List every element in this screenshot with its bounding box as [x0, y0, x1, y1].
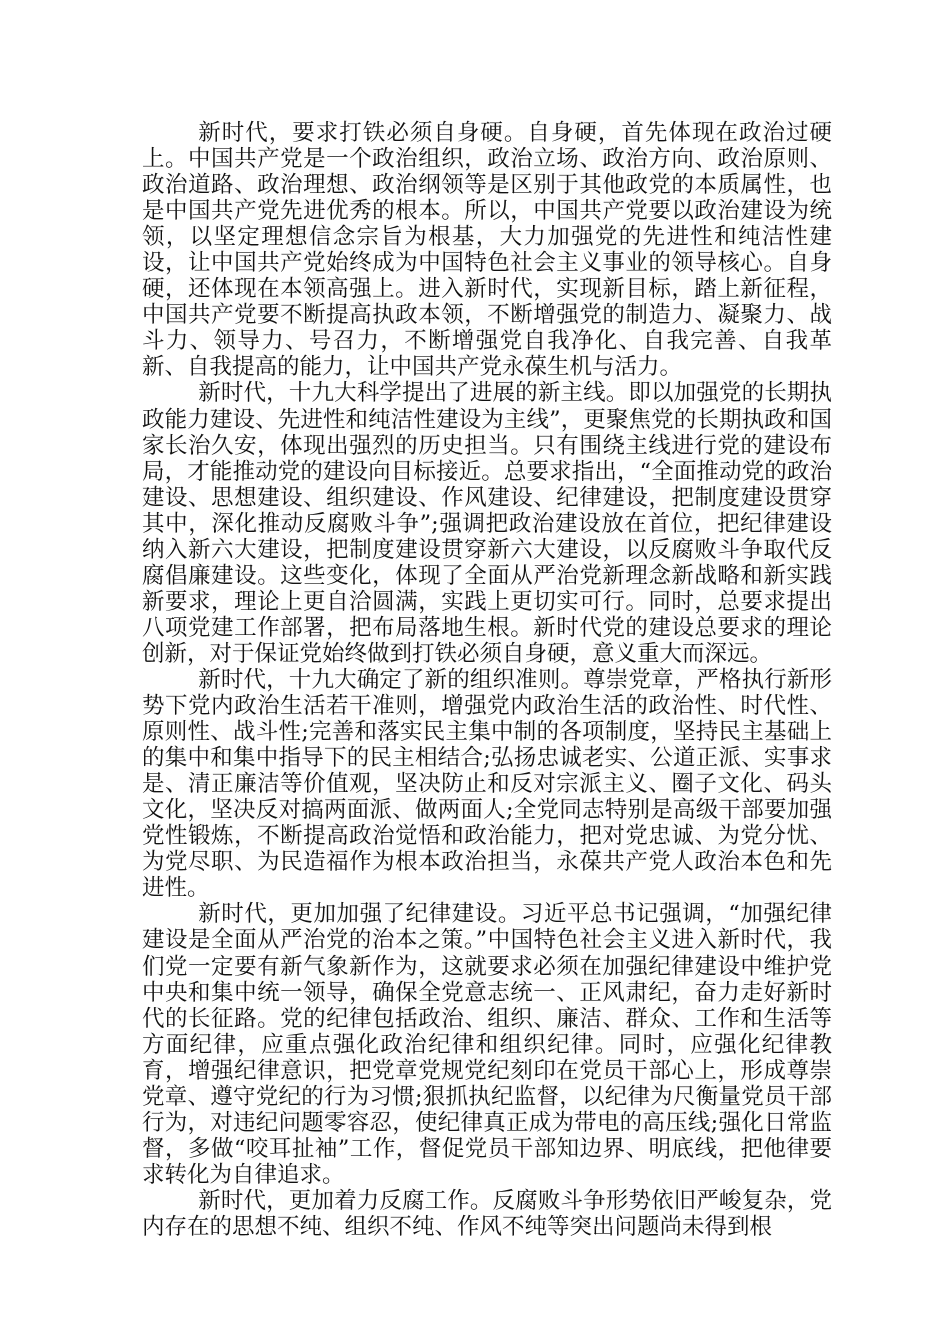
paragraph-1: 新时代，要求打铁必须自身硬。自身硬，首先体现在政治过硬上。中国共产党是一个政治组织，政治立场、政治方向、政治原则、政治道路、政治理想、政治纲领等是区别于其他政党的本质属性，也是中国共产党先进优秀的根本。所以，中国共产党要以政治建设为统领，以坚定理想信念宗旨为根基，大力加强党的先进性和纯洁性建设，让中国共产党始终成为中国特色社会主义事业的领导核心。自身硬，还体现在本领高强上。进入新时代，实现新目标，踏上新征程，中国共产党要不断提高执政本领，不断增强党的制造力、凝聚力、战斗力、领导力、号召力，不断增强党自我净化、自我完善、自我革新、自我提高的能力，让中国共产党永葆生机与活力。	[142, 120, 832, 381]
paragraph-2: 新时代，十九大科学提出了进展的新主线。即以加强党的长期执政能力建设、先进性和纯洁性建设为主线”，更聚焦党的长期执政和国家长治久安，体现出强烈的历史担当。只有围绕主线进行党的建设布局，才能推动党的建设向目标接近。总要求指出，“全面推动党的政治建设、思想建设、组织建设、作风建设、纪律建设，把制度建设贯穿其中，深化推动反腐败斗争”;强调把政治建设放在首位，把纪律建设纳入新六大建设，把制度建设贯穿新六大建设，以反腐败斗争取代反腐倡廉建设。这些变化，体现了全面从严治党新理念新战略和新实践新要求，理论上更自洽圆满，实践上更切实可行。同时，总要求提出八项党建工作部署，把布局落地生根。新时代党的建设总要求的理论创新，对于保证党始终做到打铁必须自身硬，意义重大而深远。	[142, 380, 832, 667]
paragraph-3: 新时代，十九大确定了新的组织准则。尊崇党章，严格执行新形势下党内政治生活若干准则，增强党内政治生活的政治性、时代性、原则性、战斗性;完善和落实民主集中制的各项制度，坚持民主基础上的集中和集中指导下的民主相结合;弘扬忠诚老实、公道正派、实事求是、清正廉洁等价值观，坚决防止和反对宗派主义、圈子文化、码头文化，坚决反对搞两面派、做两面人;全党同志特别是高级干部要加强党性锻炼，不断提高政治觉悟和政治能力，把对党忠诚、为党分忧、为党尽职、为民造福作为根本政治担当，永葆共产党人政治本色和先进性。	[142, 666, 832, 902]
paragraph-5: 新时代，更加着力反腐工作。反腐败斗争形势依旧严峻复杂，党内存在的思想不纯、组织不纯、作风不纯等突出问题尚未得到根	[142, 1187, 832, 1240]
body-text	[142, 120, 832, 1240]
paragraph-4: 新时代，更加加强了纪律建设。习近平总书记强调，“加强纪律建设是全面从严治党的治本之策。”中国特色社会主义进入新时代，我们党一定要有新气象新作为，这就要求必须在加强纪律建设中维护党中央和集中统一领导，确保全党意志统一、正风肃纪，奋力走好新时代的长征路。党的纪律包括政治、组织、廉洁、群众、工作和生活等方面纪律，应重点强化政治纪律和组织纪律。同时，应强化纪律教育，增强纪律意识，把党章党规党纪刻印在党员干部心上，形成尊崇党章、遵守党纪的行为习惯;狠抓执纪监督，以纪律为尺衡量党员干部行为，对违纪问题零容忍，使纪律真正成为带电的高压线;强化日常监督，多做“咬耳扯袖”工作，督促党员干部知边界、明底线，把他律要求转化为自律追求。	[142, 901, 832, 1188]
